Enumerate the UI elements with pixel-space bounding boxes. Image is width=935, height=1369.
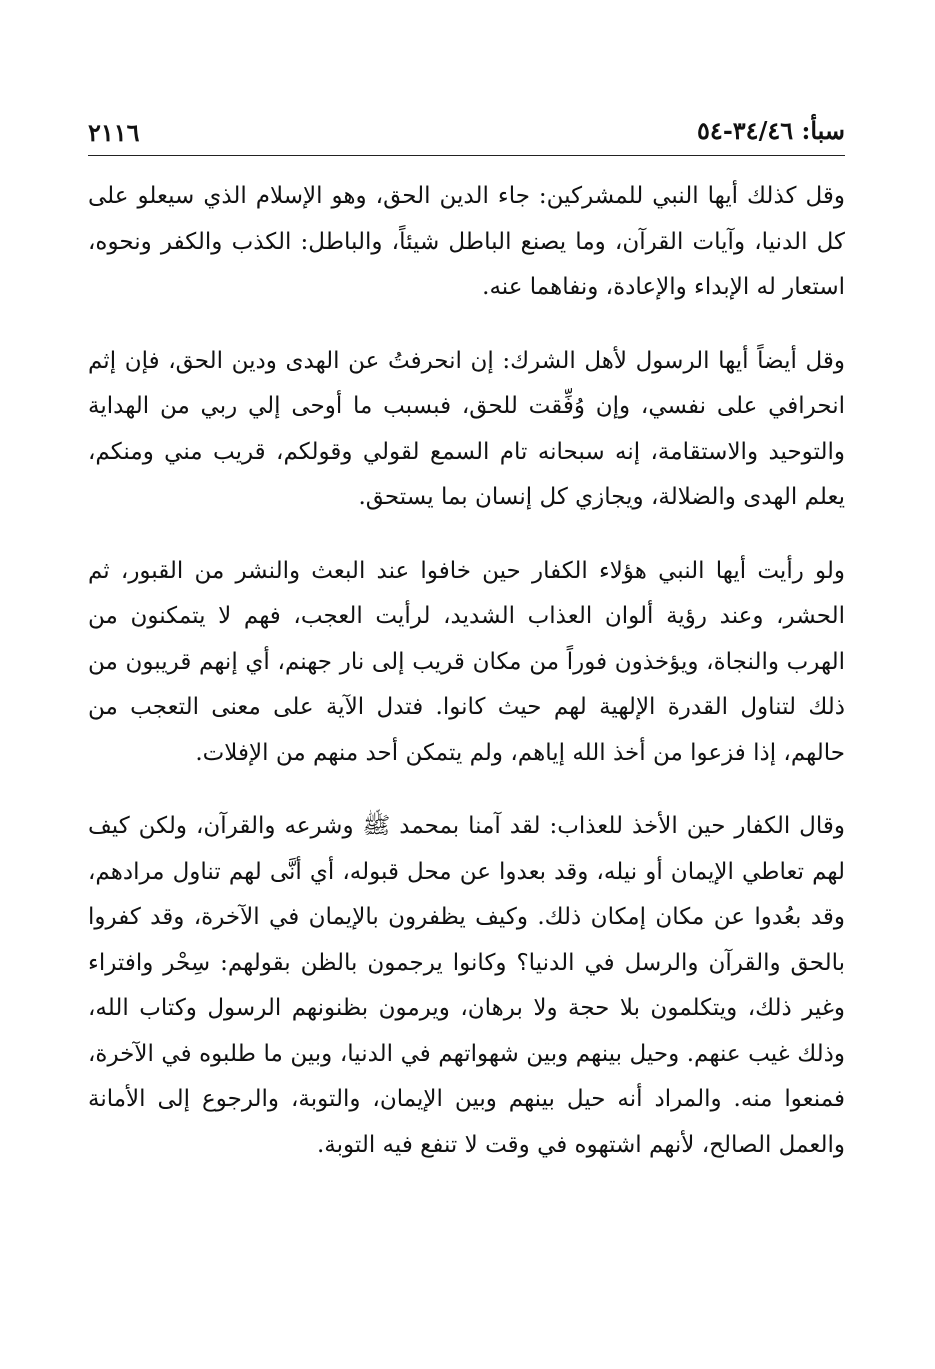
page-number: ٢١١٦ — [88, 118, 140, 147]
paragraph-3: ولو رأيت أيها النبي هؤلاء الكفار حين خافوا عند البعث والنشر من القبور، ثم الحشر، وعند رؤية ألوان العذاب الشديد، لرأيت العجب، فهم لا يتمكنون من الهرب والنجاة، ويؤخذون فوراً من مكان قريب إلى نار جهنم، أي إنهم قريبون من ذلك لتناول القدرة الإلهية لهم حيث كانوا. فتدل الآية على معنى التعجب من حالهم، إذا فزعوا من أخذ الله إياهم، ولم يتمكن أحد منهم من الإفلات. — [88, 557, 845, 766]
paragraph-4: وقال الكفار حين الأخذ للعذاب: لقد آمنا بمحمد ﷺ وشرعه والقرآن، ولكن كيف لهم تعاطي الإيمان أو نيله، وقد بعدوا عن محل قبوله، أي أنَّى لهم تناول مرادهم، وقد بعُدوا عن مكان إمكان ذلك. وكيف يظفرون بالإيمان في الآخرة، وقد كفروا بالحق والقرآن والرسل في الدنيا؟ وكانوا يرجمون بالظن بقولهم: سِحْر وافتراء وغير ذلك، ويتكلمون بلا حجة ولا برهان، ويرمون بظنونهم الرسول وكتاب الله، وذلك غيب عنهم. وحيل بينهم وبين شهواتهم في الدنيا، وبين ما طلبوه في الآخرة، فمنعوا منه. والمراد أنه حيل بينهم وبين الإيمان، والتوبة، والرجوع إلى الأمانة والعمل الصالح، لأنهم اشتهوه في وقت لا تنفع فيه التوبة. — [88, 813, 845, 1158]
body-text — [88, 174, 845, 1196]
surah-verse-reference: سبأ: ٣٤/٤٦-٥٤ — [697, 116, 845, 145]
paragraph-2: وقل أيضاً أيها الرسول لأهل الشرك: إن انحرفتُ عن الهدى ودين الحق، فإن إثم انحرافي على نفسي، وإن وُفِّقت للحق، فبسبب ما أوحى إلي ربي من الهداية والتوحيد والاستقامة، إنه سبحانه تام السمع لقولي وقولكم، قريب مني ومنكم، يعلم الهدى والضلالة، ويجازي كل إنسان بما يستحق. — [88, 347, 845, 510]
paragraph-1: وقل كذلك أيها النبي للمشركين: جاء الدين الحق، وهو الإسلام الذي سيعلو على كل الدنيا، وآيات القرآن، وما يصنع الباطل شيئاً، والباطل: الكذب والكفر ونحوه، استعار له الإبداء والإعادة، ونفاهما عنه. — [88, 183, 845, 300]
running-header — [88, 112, 845, 152]
header-divider — [88, 155, 845, 156]
